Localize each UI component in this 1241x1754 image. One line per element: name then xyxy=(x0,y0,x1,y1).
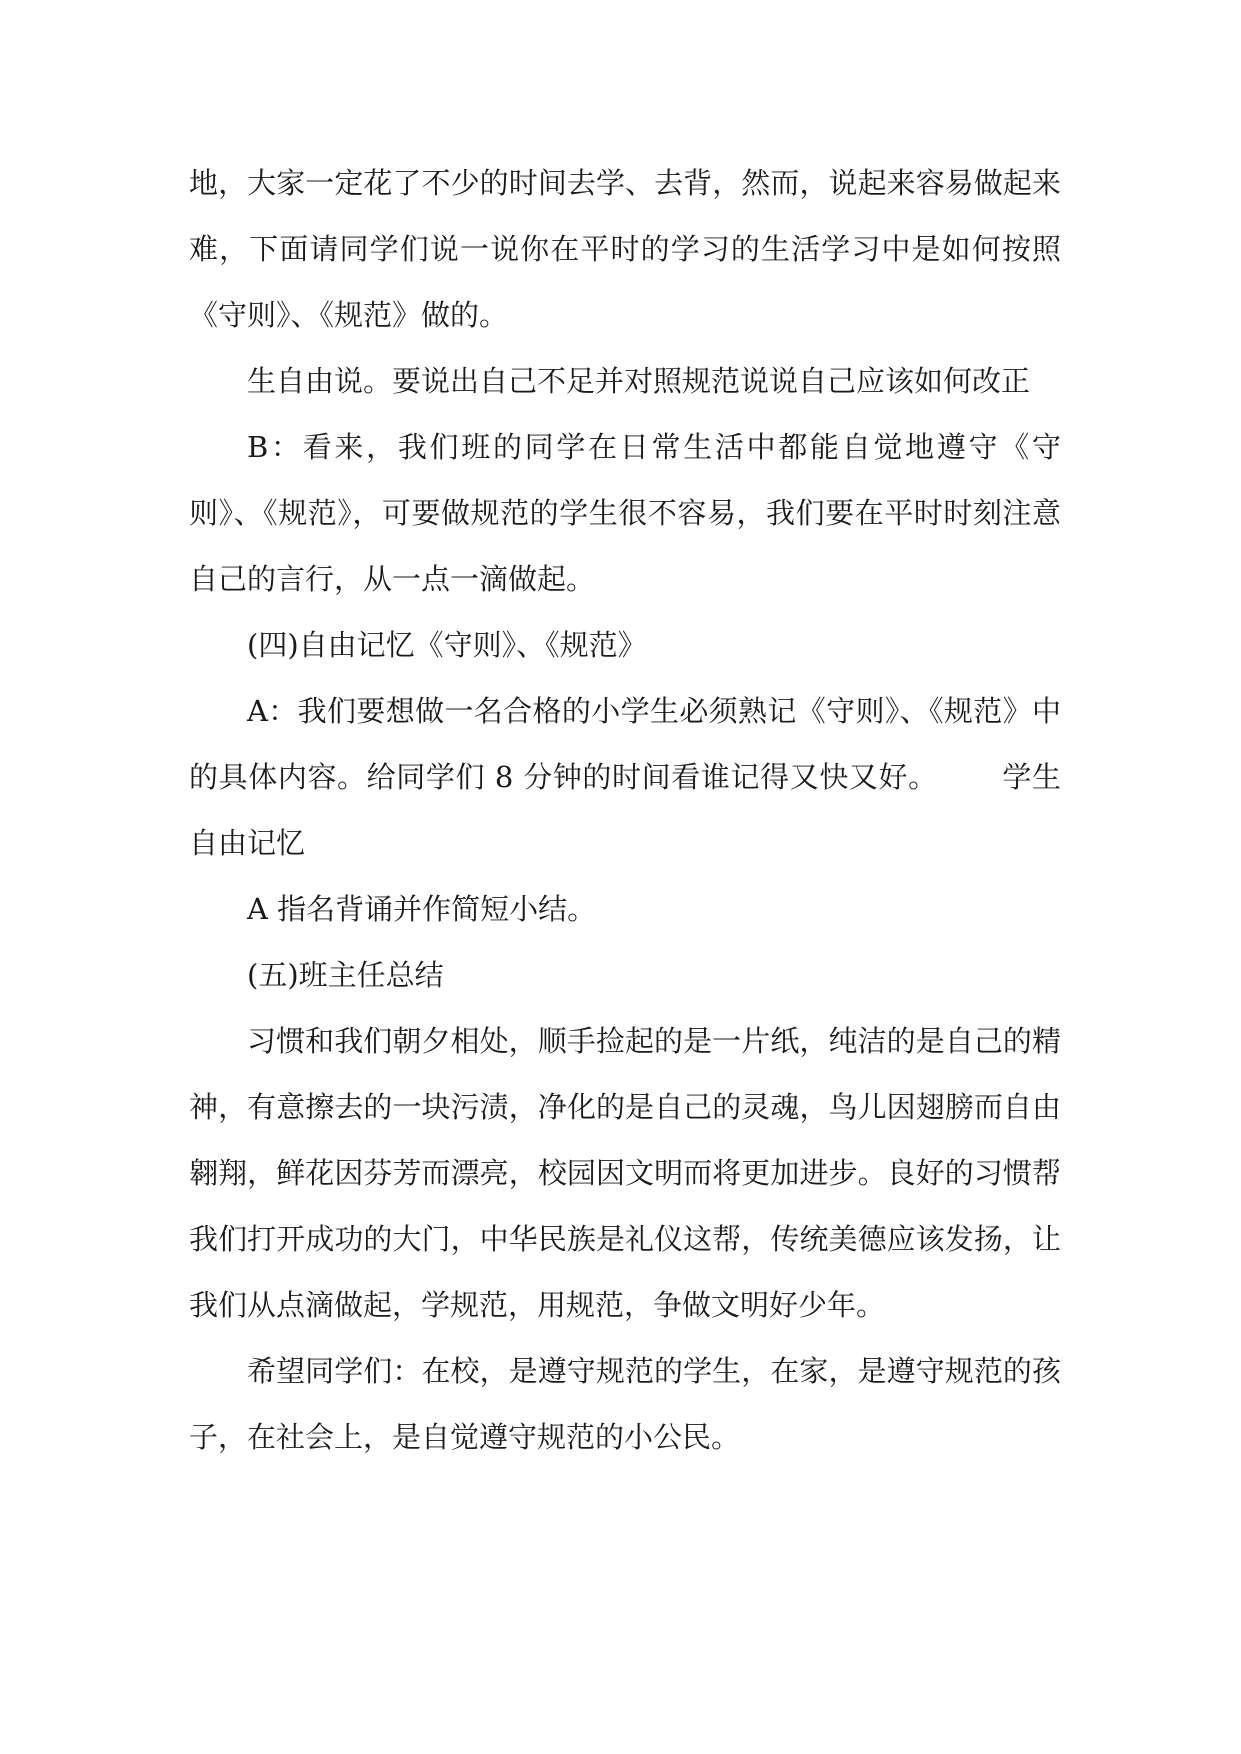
document-body xyxy=(189,150,1061,1470)
paragraph-summary: 习惯和我们朝夕相处，顺手捡起的是一片纸，纯洁的是自己的精神，有意擦去的一块污渍，净化的是自己的灵魂，鸟儿因翅膀而自由翱翔，鲜花因芬芳而漂亮，校园因文明而将更加进步。良好的习惯帮我们打开成功的大门，中华民族是礼仪这帮，传统美德应该发扬，让我们从点滴做起，学规范，用规范，争做文明好少年。 xyxy=(189,1024,1061,1322)
paragraph-a-instruction-note: 学生自由记忆 xyxy=(189,760,1061,860)
paragraph-a-recite: A 指名背诵并作简短小结。 xyxy=(247,892,597,926)
paragraph-closing: 希望同学们：在校，是遵守规范的学生，在家，是遵守规范的孩子，在社会上，是自觉遵守规范的小公民。 xyxy=(189,1354,1061,1454)
paragraph-a-instruction xyxy=(189,678,1061,876)
section-heading-four: (四)自由记忆《守则》、《规范》 xyxy=(247,628,647,662)
paragraph-continuation: 地，大家一定花了不少的时间去学、去背，然而，说起来容易做起来难，下面请同学们说一说你在平时的学习的生活学习中是如何按照《守则》、《规范》做的。 xyxy=(189,166,1061,332)
paragraph-b-remark: B：看来，我们班的同学在日常生活中都能自觉地遵守《守则》、《规范》，可要做规范的学生很不容易，我们要在平时时刻注意自己的言行，从一点一滴做起。 xyxy=(189,430,1061,596)
paragraph-student-speak: 生自由说。要说出自己不足并对照规范说说自己应该如何改正 xyxy=(247,364,1031,398)
paragraph-a-instruction-text: A：我们要想做一名合格的小学生必须熟记《守则》、《规范》中的具体内容。给同学们 8 分钟的时间看谁记得又快又好。 xyxy=(189,694,1061,794)
section-heading-five: (五)班主任总结 xyxy=(247,958,444,992)
